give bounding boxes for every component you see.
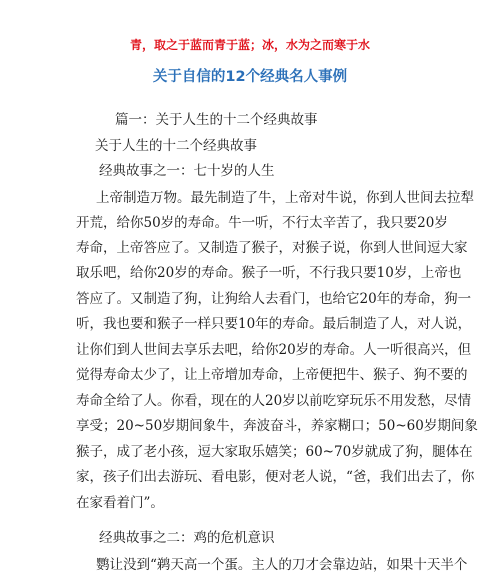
story1-line-9: 寿命全给了人。你看，现在的人20岁以前吃穿玩乐不用发愁，尽情 <box>76 393 472 409</box>
story1-line-11: 猴子，成了老小孩，逗大家取乐嬉笑；60~70岁就成了狗，腿体在 <box>76 444 473 460</box>
heading-twelve-stories: 关于人生的十二个经典故事 <box>95 138 257 154</box>
page-title: 关于自信的12个经典名人事例 <box>152 69 348 85</box>
story1-line-5: 答应了。又制造了狗，让狗给人去看门，也给它20年的寿命，狗一 <box>76 291 472 307</box>
story1-line-8: 觉得寿命太少了，让上帝增加寿命，上帝便把牛、猴子、狗不要的 <box>76 367 468 383</box>
story1-line-2: 开荒，给你50岁的寿命。牛一听，不行太辛苦了，我只要20岁 <box>76 215 448 231</box>
story1-line-10: 享受；20~50岁期间象牛，奔波奋斗，养家糊口；50~60岁期间象 <box>76 418 478 434</box>
motto-header: 青，取之于蓝而青于蓝；冰，水为之而寒于水 <box>129 38 370 52</box>
story2-line-1: 鹦让没到“鹈天高一个蛋。主人的刀才会靠边站，如果十天半个 <box>96 557 468 573</box>
story1-line-7: 让你们到人世间去享乐去吧，给你20岁的寿命。人一听很高兴，但 <box>76 342 472 358</box>
story1-line-6: 听，我也要和猴子一样只要10年的寿命。最后制造了人，对人说， <box>76 316 472 332</box>
story1-line-4: 取乐吧，给你20岁的寿命。猴子一听，不行我只要10岁，上帝也 <box>76 265 462 281</box>
story1-line-1: 上帝制造万物。最先制造了牛，上帝对牛说，你到人世间去拉犁 <box>96 190 474 206</box>
story1-line-13: 在家看着门”。 <box>76 495 164 511</box>
heading-part-one: 篇一：关于人生的十二个经典故事 <box>115 112 318 128</box>
story1-line-3: 寿命，上帝答应了。又制造了猴子，对猴子说，你到人世间逗大家 <box>76 240 468 256</box>
story1-title: 经典故事之一：七十岁的人生 <box>99 163 275 179</box>
story1-line-12: 家，孩子们出去游玩、看电影，便对老人说，“爸，我们出去了，你 <box>76 469 475 485</box>
story2-title: 经典故事之二：鸡的危机意识 <box>99 530 275 546</box>
